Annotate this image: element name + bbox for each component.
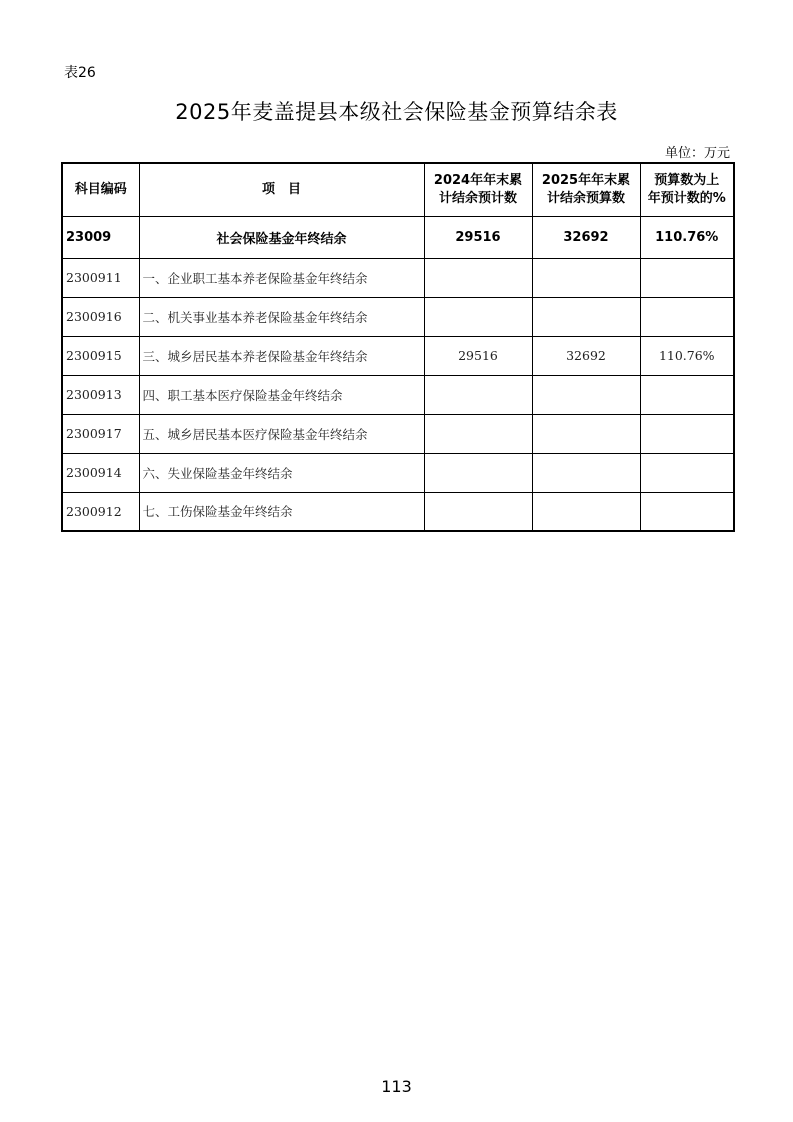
row-percent: [640, 258, 734, 297]
header-percent-line2: 年预计数的%: [647, 190, 726, 206]
header-budget-2025-line2: 计结余预算数: [546, 190, 625, 206]
row-budget-2025: [532, 258, 640, 297]
row-code: 2300912: [62, 492, 139, 531]
header-estimate-2024: [424, 163, 532, 216]
table-row: [62, 453, 734, 492]
row-code: 2300916: [62, 297, 139, 336]
unit-label: 单位：万元: [664, 146, 730, 161]
row-code: 2300917: [62, 414, 139, 453]
row-estimate-2024: [424, 375, 532, 414]
row-name: 七、工伤保险基金年终结余: [139, 492, 424, 531]
row-budget-2025: [532, 414, 640, 453]
row-name: 二、机关事业基本养老保险基金年终结余: [139, 297, 424, 336]
header-estimate-2024-line2: 计结余预计数: [438, 190, 517, 206]
row-percent: [640, 297, 734, 336]
header-percent-line1: 预算数为上: [654, 172, 720, 188]
row-name: 四、职工基本医疗保险基金年终结余: [139, 375, 424, 414]
total-name: 社会保险基金年终结余: [139, 216, 424, 258]
row-name: 六、失业保险基金年终结余: [139, 453, 424, 492]
row-budget-2025: 32692: [532, 336, 640, 375]
row-percent: [640, 453, 734, 492]
row-estimate-2024: [424, 492, 532, 531]
row-name: 一、企业职工基本养老保险基金年终结余: [139, 258, 424, 297]
table-row: [62, 492, 734, 531]
row-code: 2300911: [62, 258, 139, 297]
row-estimate-2024: [424, 297, 532, 336]
header-estimate-2024-line1: 2024年年末累: [433, 172, 523, 188]
row-estimate-2024: 29516: [424, 336, 532, 375]
total-budget-2025: 32692: [532, 216, 640, 258]
row-percent: [640, 375, 734, 414]
header-code: 科目编码: [62, 163, 139, 216]
row-percent: [640, 414, 734, 453]
row-estimate-2024: [424, 414, 532, 453]
row-budget-2025: [532, 297, 640, 336]
row-budget-2025: [532, 375, 640, 414]
row-estimate-2024: [424, 453, 532, 492]
total-code: 23009: [62, 216, 139, 258]
total-percent: 110.76%: [640, 216, 734, 258]
row-percent: [640, 492, 734, 531]
row-code: 2300913: [62, 375, 139, 414]
row-budget-2025: [532, 453, 640, 492]
total-row: [62, 216, 734, 258]
row-code: 2300915: [62, 336, 139, 375]
row-estimate-2024: [424, 258, 532, 297]
table-row: [62, 297, 734, 336]
header-item: 项 目: [139, 163, 424, 216]
table-header-row: [62, 163, 734, 216]
table-row: [62, 414, 734, 453]
total-estimate-2024: 29516: [424, 216, 532, 258]
header-percent: [640, 163, 734, 216]
row-code: 2300914: [62, 453, 139, 492]
header-budget-2025-line1: 2025年年末累: [541, 172, 631, 188]
table-row: [62, 258, 734, 297]
row-name: 五、城乡居民基本医疗保险基金年终结余: [139, 414, 424, 453]
table-row: [62, 336, 734, 375]
row-percent: 110.76%: [640, 336, 734, 375]
page-title: 2025年麦盖提县本级社会保险基金预算结余表: [175, 100, 618, 124]
header-budget-2025: [532, 163, 640, 216]
table-row: [62, 375, 734, 414]
table-number: 表26: [64, 65, 96, 81]
page-number: 113: [381, 1077, 412, 1096]
row-name: 三、城乡居民基本养老保险基金年终结余: [139, 336, 424, 375]
row-budget-2025: [532, 492, 640, 531]
budget-balance-table: [61, 162, 735, 532]
